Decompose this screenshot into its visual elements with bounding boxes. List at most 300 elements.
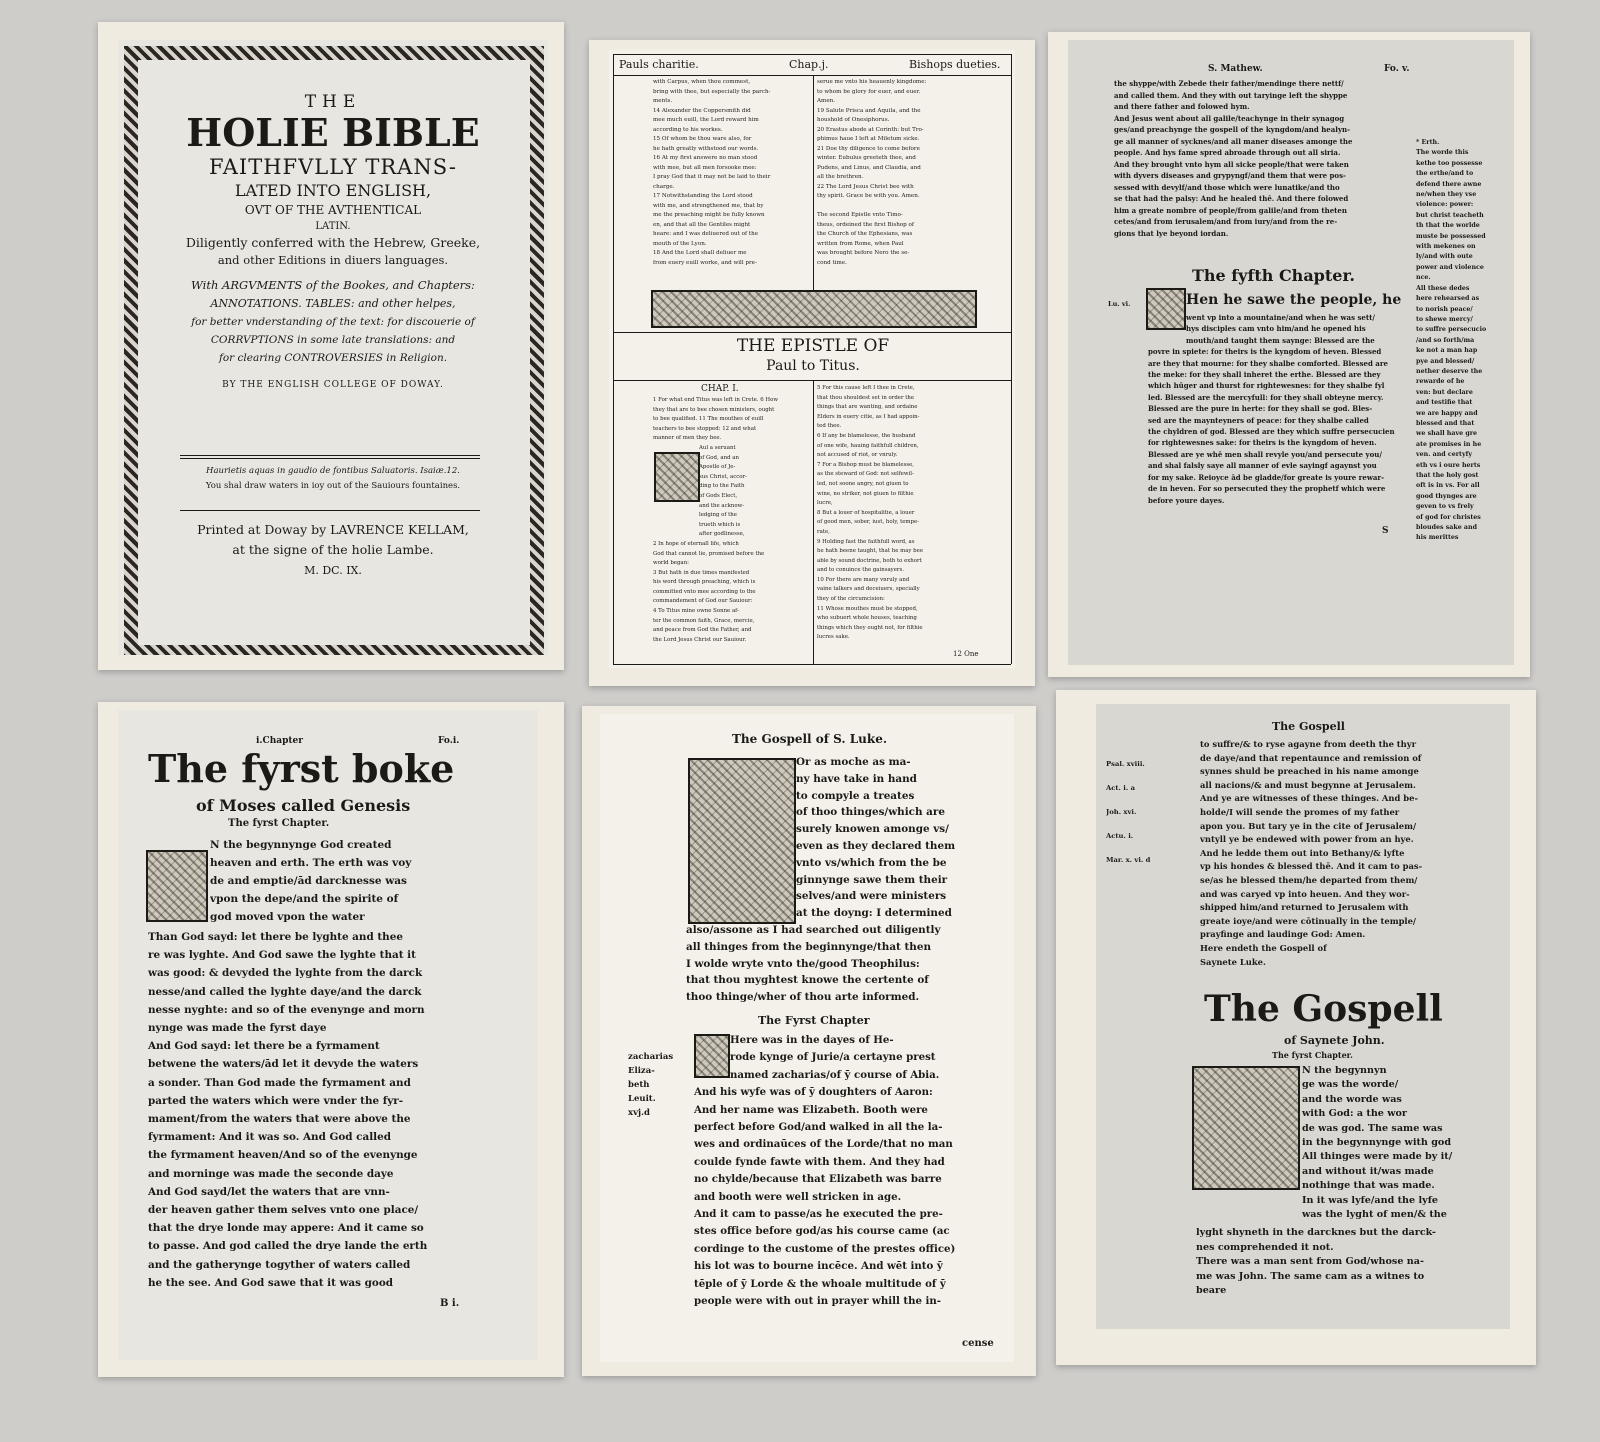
postcard-epistle-titus[interactable]: [589, 40, 1035, 686]
text-line: Act. i. a: [1106, 784, 1136, 792]
frame-right: [1011, 54, 1012, 664]
text-line: 5 For this cause left I thee in Crete,: [817, 385, 915, 391]
text-line: ne/when they vse: [1416, 191, 1477, 199]
text-line: here rehearsed as: [1416, 295, 1480, 303]
text-line: thoo thinge/wher of thou arte informed.: [686, 991, 920, 1004]
text-line: houshold of Onesiphorus.: [817, 117, 890, 123]
text-line: synnes shuld be preached in his name amonge: [1200, 766, 1419, 777]
text-line: ted thee.: [817, 423, 842, 430]
text-line: Leuit.: [628, 1094, 656, 1104]
text-line: There was a man sent from God/whose na-: [1196, 1256, 1424, 1268]
text-line: of thoo thinges/which are: [796, 806, 945, 819]
text-line: The worde this: [1416, 149, 1469, 157]
text-line: people. And hys fame spred abroade through out all siria.: [1114, 148, 1341, 157]
title-latin: LATIN.: [315, 221, 351, 232]
text-line: his merittes: [1416, 534, 1459, 542]
text-line: Here was in the dayes of He-: [730, 1034, 894, 1046]
text-line: Saynete Luke.: [1200, 956, 1266, 967]
catchword: 12 One: [953, 650, 979, 658]
text-line: 17 Notwithstanding the Lord stood: [653, 193, 753, 199]
text-line: things which they ought not, for filthie: [817, 624, 923, 631]
text-line: world began:: [653, 560, 689, 567]
signature-mark: B i.: [440, 1298, 460, 1309]
text-line: The second Epistle vnto Timo-: [817, 212, 903, 218]
book-title: The fyrst boke: [148, 746, 455, 791]
frame-left: [613, 54, 614, 664]
text-line: prayfinge and laudinge God: Amen.: [1200, 929, 1366, 940]
text-line: to bee qualified. 11 The mouthes of euill: [653, 416, 764, 423]
text-line: oft is in vs. For all: [1416, 482, 1480, 490]
text-line: Blessed are ye whē men shall revyle you/and persecute you/: [1148, 449, 1382, 459]
text-line: people were with out in prayer whill the in-: [694, 1295, 942, 1308]
text-line: was good: & devyded the lyghte from the darck: [148, 967, 423, 980]
text-line: se that had the palsy: And he healed thē. And there folowed: [1114, 194, 1349, 203]
text-line: 8 But a louer of hospitalitie, a louer: [817, 509, 915, 516]
text-line: phimus haue I left at Miletum sicke.: [817, 136, 920, 142]
running-head: i.Chapter: [256, 736, 304, 746]
text-line: who subuert whole houses, teaching: [817, 615, 917, 622]
divider-rule: [180, 455, 480, 456]
text-line: mee much euill, the Lord reward him: [653, 117, 759, 123]
text-line: gions that lye beyond iordan.: [1114, 228, 1229, 238]
text-column: [653, 396, 809, 645]
text-line: the shyppe/with Zebede their father/mendinge there nettf/: [1114, 79, 1344, 88]
text-line: blessed and that: [1416, 419, 1475, 427]
text-line: parted the waters which were vnder the fyr-: [148, 1094, 404, 1107]
subtitle-arguments: With ARGVMENTS of the Bookes, and Chapters:: [191, 278, 475, 292]
text-line: apon you. But tary ye in the cite of Jerusalem/: [1200, 820, 1417, 831]
signature-mark: S: [1382, 526, 1389, 536]
text-line: ly/and with oute: [1416, 253, 1473, 261]
page-scan: [1068, 40, 1514, 665]
text-line: ge all manner of sycknes/and all maner diseases amonge the: [1114, 136, 1353, 146]
text-line: N the begynnyn: [1302, 1065, 1387, 1076]
text-line: shipped him/and returned to Jerusalem with: [1200, 902, 1409, 913]
text-line: 3 But hath in due times manifested: [653, 569, 750, 576]
subtitle-annotations: ANNOTATIONS. TABLES: and other helpes,: [210, 297, 456, 310]
folio-number: Fo.i.: [438, 736, 460, 746]
text-line: with mee, but all men forsooke mee:: [653, 164, 757, 171]
head-rule: [613, 75, 1011, 76]
text-line: after godlinesse,: [699, 531, 745, 538]
title-the: THE: [304, 92, 362, 112]
text-line: we shall have gre: [1416, 430, 1478, 438]
text-line: that thou shouldest set in order the: [817, 394, 915, 401]
postcard-saint-mathew[interactable]: [1048, 32, 1530, 677]
text-block: [210, 836, 510, 926]
text-line: with me, and strengthened me, that by: [653, 202, 764, 209]
text-line: we are happy and: [1416, 409, 1478, 417]
text-line: perfect before God/and walked in all the la-: [694, 1121, 943, 1134]
text-line: he hath greatly withstood our words.: [653, 145, 759, 152]
text-line: cond time.: [817, 259, 847, 266]
text-block: [1302, 1064, 1502, 1222]
text-line: named zacharias/of ȳ course of Abia.: [730, 1068, 940, 1081]
text-line: surely knowen amonge vs/: [796, 823, 949, 836]
text-line: led. Blessed are the mercyfull: for they shall obteyne mercy.: [1148, 392, 1384, 402]
text-line: he the see. And God sawe that it was good: [148, 1276, 394, 1289]
text-line: 10 For there are many vnruly and: [817, 576, 910, 583]
text-line: sessed with devylf/and those which were lunatike/and tho: [1114, 182, 1340, 192]
text-line: to shewe mercy/: [1416, 315, 1473, 323]
text-line: 7 For a Bishop must be blamelesse,: [817, 461, 915, 468]
postcard-genesis[interactable]: [98, 702, 564, 1377]
text-line: that thou myghtest knowe the certente of: [686, 974, 929, 987]
text-line: that the holy gost: [1416, 472, 1479, 479]
text-line: ke not a man hap: [1416, 347, 1478, 355]
text-line: committed vnto mee according to the: [653, 588, 756, 595]
text-line: ges/and preachynge the gospell of the kyngdom/and healyn-: [1114, 125, 1351, 134]
divider-rule-2: [180, 458, 480, 459]
text-line: 22 The Lord Jesus Christ bee with: [817, 183, 914, 190]
text-line: and testifie that: [1416, 399, 1473, 407]
text-line: was the lyght of men/& the: [1302, 1209, 1447, 1221]
text-line: and was caryed vp into heuen. And they wor-: [1200, 888, 1410, 899]
text-line: der heaven gather them selves vnto one place/: [148, 1204, 419, 1217]
text-line: ven. and certyfy: [1416, 451, 1472, 459]
running-head-right: Bishops dueties.: [909, 58, 1001, 71]
postcard-holie-bible-title[interactable]: [98, 22, 564, 670]
running-head: The Gospell: [1272, 720, 1345, 733]
text-line: se/as he blessed them/he departed from them/: [1200, 874, 1418, 885]
text-line: de daye/and that repentaunce and remission of: [1200, 752, 1422, 763]
text-line: Blessed are the pure in herte: for they shall se god. Bles-: [1148, 404, 1373, 414]
text-line: 9 Holding fast the faithfull word, as: [817, 538, 915, 545]
text-line: me was John. The same cam as a witnes to: [1196, 1270, 1425, 1282]
text-line: fyrmament: And it was so. And God called: [148, 1131, 391, 1144]
text-line: and called them. And they with out taryinge left the shyppe: [1114, 90, 1348, 100]
latin-quote: Haurietis aquas in gaudio de fontibus Saluatoris. Isaiæ.12.: [206, 466, 460, 476]
college-line: BY THE ENGLISH COLLEGE OF DOWAY.: [222, 380, 444, 390]
text-line: nce.: [1416, 274, 1431, 282]
text-line: lucres sake.: [817, 634, 850, 641]
text-line: vntyll ye be endewed with power from an hye.: [1200, 834, 1414, 845]
text-line: tēple of ȳ Lorde & the whoale multitude of ȳ: [694, 1277, 946, 1290]
running-head-mid: Chap.j.: [789, 58, 829, 71]
frame-bottom: [613, 664, 1011, 665]
text-line: from euery euill worke, and will pre-: [653, 259, 757, 266]
text-line: mouth/and taught them saynge: Blessed are the: [1186, 335, 1375, 345]
text-line: 18 And the Lord shall deliuer me: [653, 250, 747, 256]
text-line: vp his hondes & blessed thē. And it cam to pas-: [1200, 861, 1423, 872]
text-block: [1200, 738, 1500, 969]
text-line: bloudes sake and: [1416, 524, 1477, 532]
text-line: wes and ordinaūces of the Lorde/that no man: [694, 1138, 953, 1151]
chapter-heading: The fyrst Chapter.: [228, 818, 330, 829]
text-line: [817, 202, 977, 212]
text-line: betwene the waters/ād let it devyde the waters: [148, 1058, 419, 1071]
gospel-title: The Gospell: [1204, 988, 1443, 1030]
text-line: and morninge was made the seconde daye: [148, 1167, 394, 1180]
text-line: manner of men they bee.: [653, 435, 722, 442]
lead-line: Hen he sawe the people, he: [1186, 292, 1402, 308]
woodcut-john: [1192, 1066, 1300, 1190]
text-line: And her name was Elizabeth. Booth were: [694, 1103, 928, 1116]
text-line: re was lyghte. And God sawe the lyghte that it: [148, 949, 416, 962]
text-line: of one wife, hauing faithfull children,: [817, 442, 919, 449]
text-line: the meke: for they shall inheret the erthe. Blessed are they: [1148, 370, 1381, 380]
text-line: And God sayd: let there be a fyrmament: [148, 1040, 380, 1053]
text-line: even as they declared them: [796, 839, 956, 852]
text-line: And he ledde them out into Bethany/& lyfte: [1200, 847, 1405, 858]
text-line: led, not soone angry, not giuen to: [817, 480, 909, 487]
text-line: beare: [1196, 1285, 1227, 1297]
text-line: Elders in euery citie, as I had appoin-: [817, 413, 920, 420]
text-line: de in heven. For so persecuted they the prophetf which were: [1148, 484, 1386, 494]
text-line: all the brethren.: [817, 174, 864, 180]
text-line: ginnynge sawe them their: [796, 873, 948, 886]
decorated-initial-i: [146, 850, 208, 922]
text-line: nesse nyghte: and so of the evenynge and morn: [148, 1003, 425, 1016]
text-line: in the begynnynge with god: [1302, 1137, 1452, 1149]
text-line: and there father and folowed hym.: [1114, 102, 1250, 111]
text-line: ate promises in he: [1416, 440, 1482, 448]
text-line: written from Rome, when Paul: [817, 240, 904, 247]
text-line: teachers to bee stopped: 12 and what: [653, 425, 757, 432]
text-line: and shal falsly saye all manner of evle sayingf agaynst you: [1148, 461, 1377, 471]
text-line: /and so forth/ma: [1416, 336, 1475, 344]
text-line: to compyle a treates: [796, 789, 915, 802]
text-line: me the preaching might be fully known: [653, 212, 765, 218]
text-block: [1148, 312, 1410, 506]
text-line: good thynges are: [1416, 492, 1477, 500]
text-line: to whom be glory for euer, and euer.: [817, 88, 921, 95]
text-line: rate,: [817, 528, 830, 535]
title-out-of: OVT OF THE AVTHENTICAL: [244, 203, 422, 217]
text-line: all nacions/& and must begynne at Jerusalem.: [1200, 779, 1416, 790]
printer-date: M. DC. IX.: [304, 564, 362, 577]
text-line: nynge was made the fyrst daye: [148, 1022, 327, 1035]
text-line: And they brought vnto hym all sicke people/that were taken: [1114, 159, 1349, 169]
subtitle-understanding: for better vnderstanding of the text: for discouerie of: [191, 316, 475, 328]
text-line: ledging of the: [699, 512, 737, 519]
text-line: of Gods Elect,: [699, 492, 738, 499]
text-line: to suffre persecucio: [1416, 326, 1487, 334]
text-column: [817, 78, 977, 268]
running-head-left: Pauls charitie.: [619, 58, 699, 71]
text-block: [148, 928, 514, 1292]
folio-number: Fo. v.: [1384, 64, 1410, 74]
text-line: for my sake. Reioyce ād be gladde/for greate is youre rewar-: [1148, 472, 1384, 482]
text-line: 11 Whose mouthes must be stopped,: [817, 605, 918, 612]
text-line: And Jesus went about all galile/teachynge in their synagog: [1114, 113, 1345, 123]
text-line: Psal. xviii.: [1106, 760, 1145, 768]
text-line: he hath beene taught, that he may bee: [817, 548, 924, 555]
gospel-subtitle: of Saynete John.: [1284, 1034, 1385, 1047]
catchword: cense: [962, 1338, 994, 1349]
text-line: eth vs i oure herts: [1416, 461, 1481, 469]
text-line: N the begynnynge God created: [210, 839, 392, 851]
chapter-heading: The fyrst Chapter.: [1272, 1050, 1353, 1060]
text-line: All thinges were made by it/: [1302, 1151, 1453, 1163]
text-line: All these dedes: [1416, 284, 1470, 292]
text-line: all thinges from the beginnynge/that then: [686, 940, 931, 953]
ornament-band: [651, 290, 977, 328]
text-line: I pray God that it may not be laid to their: [653, 174, 771, 180]
text-line: they that are to bee chosen ministers, ought: [653, 406, 775, 413]
title-holie-bible: HOLIE BIBLE: [186, 110, 480, 155]
frame-top: [613, 54, 1011, 55]
text-line: thy spirit. Grace be with you. Amen.: [817, 193, 920, 199]
text-line: muste be possessed: [1416, 232, 1486, 240]
divider-rule-3: [180, 510, 480, 511]
text-line: defend there awne: [1416, 180, 1482, 188]
text-line: not accused of riot, or vnruly.: [817, 452, 898, 459]
text-line: the fyrmament heaven/And so of the evenynge: [148, 1149, 418, 1162]
text-line: and to conuince the gainsayers.: [817, 567, 904, 574]
text-line: for rightewesnes sake: for theirs is the kyngdom of heven.: [1148, 438, 1377, 448]
text-line: sed are the maynteyners of peace: for they shalbe called: [1148, 415, 1369, 425]
text-line: heaven and erth. The erth was voy: [210, 857, 412, 869]
text-line: to suffre/& to ryse agayne from deeth the thyr: [1200, 739, 1417, 749]
text-line: went vp into a mountaine/and when he was sett/: [1186, 313, 1375, 322]
text-line: ments.: [653, 98, 673, 104]
text-line: rode kynge of Jurie/a certayne prest: [730, 1051, 936, 1064]
text-line: vaine talkers and deceiuers, specially: [817, 586, 920, 593]
margin-note: Lu. vi.: [1108, 300, 1131, 308]
text-line: 6 If any be blamelesse, the husband: [817, 432, 916, 439]
text-line: 4 To Titus mine owne Sonne af-: [653, 608, 739, 615]
text-line: 14 Alexander the Coppersmith did: [653, 107, 751, 114]
text-line: as the steward of God: not selfewil-: [817, 471, 914, 478]
text-line: they of the circumcision:: [817, 596, 885, 603]
text-line: god moved vpon the water: [210, 911, 365, 923]
text-line: vpon the depe/and the spirite of: [210, 893, 399, 905]
text-line: things that are wanting, and ordaine: [817, 404, 918, 411]
text-line: of God, and an: [699, 454, 739, 461]
text-line: commandement of God our Sauiour:: [653, 598, 753, 605]
text-line: xvj.d: [628, 1108, 650, 1118]
text-line: ge was the worde/: [1302, 1079, 1399, 1091]
text-line: nothinge that was made.: [1302, 1180, 1435, 1192]
text-line: power and violence: [1416, 263, 1484, 271]
text-line: de and emptie/ād darcknesse was: [210, 875, 407, 887]
text-line: sus Christ, accor-: [699, 473, 747, 480]
text-line: winter. Eubulus greeteth thee, and: [817, 155, 916, 161]
text-line: also/assone as I had searched out diligently: [686, 923, 941, 936]
text-line: mament/from the waters that were above the: [148, 1113, 411, 1126]
text-line: that the drye londe may appere: And it came so: [148, 1222, 424, 1235]
postcard-gospel-john[interactable]: [1056, 690, 1536, 1365]
page-scan: [600, 714, 1014, 1362]
text-line: before youre dayes.: [1148, 495, 1225, 505]
text-line: Joh. xvi.: [1106, 808, 1137, 816]
text-line: coulde fynde fawte with them. And they had: [694, 1155, 945, 1168]
text-column: [817, 384, 979, 643]
text-line: en, and that all the Gentiles might: [653, 221, 751, 228]
text-line: cordinge to the custome of the prestes office): [694, 1242, 956, 1255]
margin-notes: [628, 1050, 684, 1120]
title-rule: [613, 380, 1011, 381]
chapter-heading: CHAP. I.: [701, 384, 739, 394]
text-line: 2 In hope of eternall life, which: [653, 540, 739, 547]
text-line: theus, ordeined the first Bishop of: [817, 221, 914, 228]
text-line: bring with thee, but especially the parch-: [653, 88, 771, 95]
text-line: 19 Salute Prisca and Aquila, and the: [817, 107, 921, 114]
text-line: and the gatherynge togyther of waters called: [148, 1258, 411, 1271]
text-line: to norish peace/: [1416, 305, 1473, 313]
text-line: vnto vs/which from the be: [796, 856, 947, 869]
text-line: Or as moche as ma-: [796, 756, 911, 768]
page-scan: [118, 710, 538, 1360]
subtitle-editions: and other Editions in diuers languages.: [217, 253, 449, 267]
text-line: pye and blessed/: [1416, 357, 1475, 365]
text-line: Amen.: [817, 98, 836, 104]
text-line: de was god. The same was: [1302, 1122, 1443, 1134]
text-line: the Church of the Ephesians, was: [817, 231, 913, 237]
page-scan: [1096, 704, 1510, 1329]
text-line: selves/and were ministers: [796, 890, 947, 903]
book-subtitle: of Moses called Genesis: [196, 796, 411, 815]
text-line: violence: power:: [1416, 201, 1474, 209]
text-line: Aul a seruant: [699, 444, 736, 451]
text-line: but christ teacheth: [1416, 211, 1484, 219]
text-line: a sonder. Than God made the fyrmament and: [148, 1076, 411, 1089]
text-line: hys disciples cam vnto him/and he opened his: [1186, 324, 1366, 334]
page-scan: [609, 50, 1015, 668]
text-line: with mekenes on: [1416, 243, 1476, 251]
text-line: 1 For what end Titus was left in Crete. 6 How: [653, 397, 778, 403]
text-line: of god for christes: [1416, 513, 1481, 521]
text-line: his word through preaching, which is: [653, 579, 756, 586]
text-line: which hūger and thurst for rightewesnes: for they shalbe fyl: [1148, 381, 1385, 391]
band-rule: [613, 332, 1011, 333]
text-line: Pudens, and Linus, and Claudia, and: [817, 164, 921, 171]
text-line: able by sound doctrine, both to exhort: [817, 557, 922, 564]
printer-line: Printed at Doway by LAVRENCE KELLAM,: [197, 522, 469, 537]
text-line: In it was lyfe/and the lyfe: [1302, 1194, 1438, 1206]
text-line: th that the worlde: [1416, 222, 1480, 230]
english-quote: You shal draw waters in ioy out of the Sauiours fountaines.: [205, 481, 461, 491]
text-line: trueth which is: [699, 521, 741, 528]
text-line: the chyldren of god. Blessed are they which suffre persecucien: [1148, 427, 1395, 437]
running-head: S. Mathew.: [1208, 64, 1263, 74]
text-column: [653, 78, 809, 268]
text-line: * Erth.: [1416, 139, 1440, 146]
text-line: stes office before god/as his course came (ac: [694, 1225, 950, 1238]
text-line: nesse/and called the lyghte daye/and the darck: [148, 985, 422, 998]
postcard-gospel-luke[interactable]: [582, 706, 1036, 1376]
col-rule-bot: [813, 380, 814, 664]
text-line: Than God sayd: let there be lyghte and thee: [148, 931, 403, 943]
title-lated: LATED INTO ENGLISH,: [234, 181, 432, 200]
text-line: beth: [628, 1080, 650, 1090]
text-block: [1196, 1226, 1500, 1299]
text-line: heare: and I was deliuered out of the: [653, 231, 759, 237]
text-line: him a greate nombre of people/from galile/and from theten: [1114, 205, 1347, 215]
text-line: and without it/was made: [1302, 1165, 1434, 1177]
text-line: Eliza-: [628, 1066, 655, 1076]
text-line: nether deserve the: [1416, 367, 1483, 375]
text-line: I wolde wryte vnto the/good Theophilus:: [686, 957, 920, 970]
text-line: wine, no striker, not giuen to filthie: [817, 490, 914, 497]
text-line: Here endeth the Gospell of: [1200, 942, 1327, 953]
text-line: Mar. x. vi. d: [1106, 856, 1151, 864]
printer-sign: at the signe of the holie Lambe.: [232, 542, 434, 557]
text-line: with Carpus, when thou commest,: [653, 79, 751, 85]
text-line: of good men, sober, iust, holy, tempe-: [817, 519, 920, 526]
text-line: And ye are witnesses of these thinges. And be-: [1200, 793, 1418, 804]
text-line: kethe too possesse: [1416, 159, 1483, 167]
text-line: the erthe/and to: [1416, 170, 1474, 178]
text-line: mouth of the Lyon.: [653, 240, 707, 247]
subtitle-corruptions: CORRVPTIONS in some late translations: and: [210, 334, 456, 346]
text-line: And it cam to passe/as he executed the pre-: [694, 1208, 943, 1221]
text-line: 15 Of whom be thou ware also, for: [653, 136, 752, 142]
col-rule-top: [813, 75, 814, 300]
text-block: [694, 1032, 1000, 1311]
text-line: Actu. i.: [1106, 832, 1134, 840]
